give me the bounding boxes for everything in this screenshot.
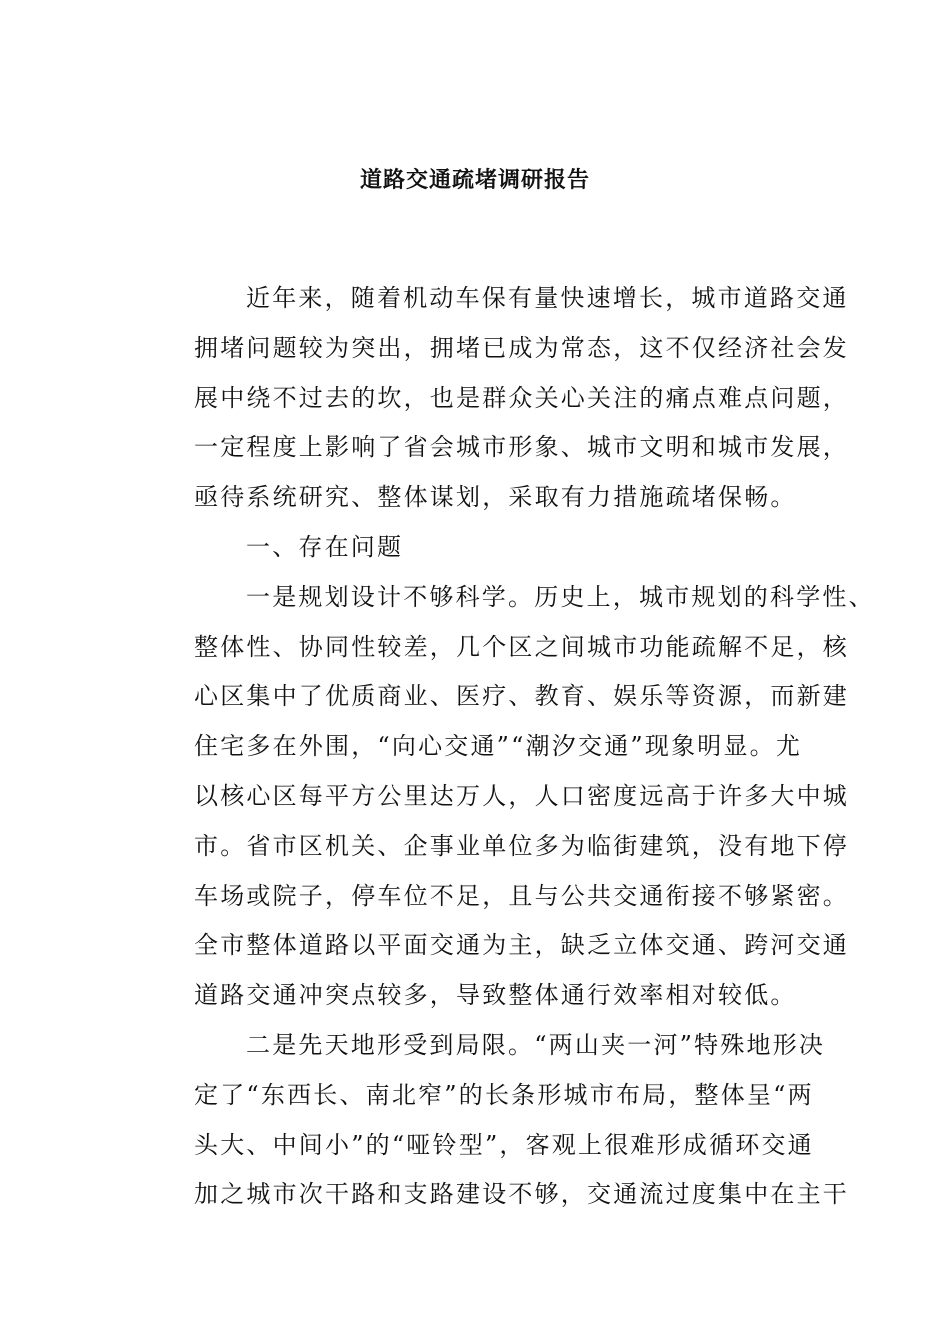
paragraph-planning [146,573,875,1021]
text-line: 二是先天地形受到局限。“两山夹一河”特殊地形决 [246,1030,826,1059]
text-line: 一定程度上影响了省会城市形象、城市文明和城市发展， [194,433,849,462]
document-body [146,274,875,1220]
paragraph-intro [146,274,849,523]
text-line: 一是规划设计不够科学。历史上，城市规划的科学性、 [246,582,875,611]
text-line: 市。省市区机关、企事业单位多为临街建筑，没有地下停 [194,831,849,860]
text-line: 道路交通冲突点较多，导致整体通行效率相对较低。 [194,981,797,1010]
text-line: 车场或院子，停车位不足，且与公共交通衔接不够紧密。 [194,881,849,910]
section-heading [146,523,846,573]
text-line: 全市整体道路以平面交通为主，缺乏立体交通、跨河交通 [194,931,849,960]
text-line: 拥堵问题较为突出，拥堵已成为常态，这不仅经济社会发 [194,333,849,362]
document-title: 道路交通疏堵调研报告 [359,167,590,193]
text-line: 住宅多在外围，“向心交通”“潮汐交通”现象明显。尤 [194,732,803,761]
text-line: 以核心区每平方公里达万人，人口密度远高于许多大中城 [194,781,849,810]
text-line: 亟待系统研究、整体谋划，采取有力措施疏堵保畅。 [194,483,797,512]
paragraph-terrain [146,1021,849,1220]
text-line: 心区集中了优质商业、医疗、教育、娱乐等资源，而新建 [194,682,849,711]
text-line: 加之城市次干路和支路建设不够，交通流过度集中在主干 [194,1180,849,1209]
text-line: 整体性、协同性较差，几个区之间城市功能疏解不足，核 [194,632,849,661]
text-line: 展中绕不过去的坎，也是群众关心关注的痛点难点问题， [194,383,849,412]
text-line: 一、存在问题 [246,532,404,561]
text-line: 头大、中间小”的“哑铃型”，客观上很难形成循环交通 [194,1130,814,1159]
text-line: 定了“东西长、南北窄”的长条形城市布局，整体呈“两 [194,1080,814,1109]
text-line: 近年来，随着机动车保有量快速增长，城市道路交通 [246,284,849,312]
